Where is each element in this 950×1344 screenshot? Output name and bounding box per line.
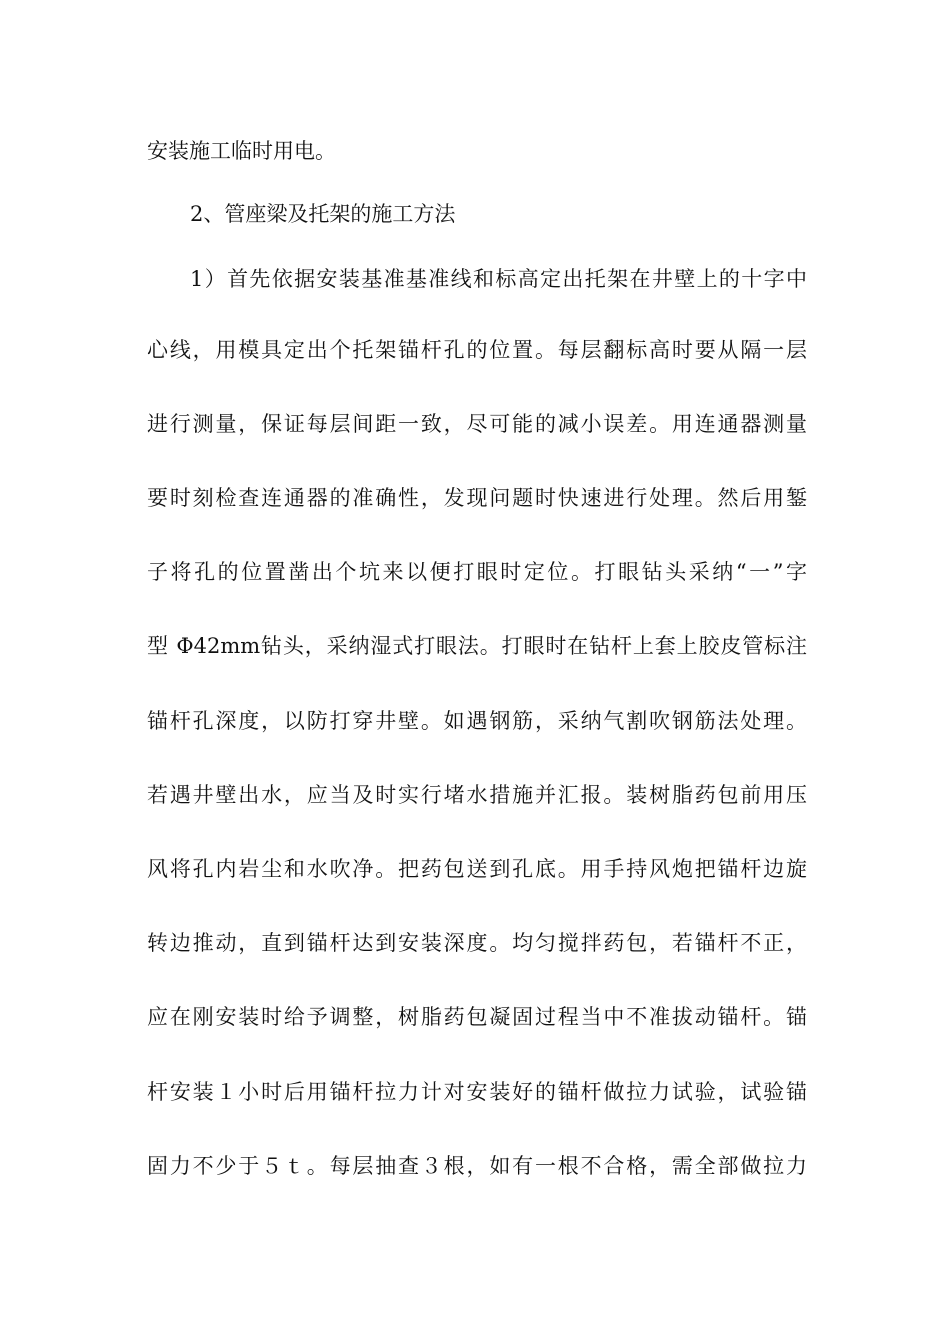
paragraph-line-5: 进行测量，保证每层间距一致，尽可能的减小误差。用连通器测量: [147, 412, 807, 436]
paragraph-line-4: 心线，用模具定出个托架锚杆孔的位置。每层翻标高时要从隔一层: [147, 338, 807, 362]
paragraph-line-8: 型 Φ42mm钻头，采纳湿式打眼法。打眼时在钻杆上套上胶皮管标注: [147, 634, 807, 658]
paragraph-line-13: 应在刚安装时给予调整，树脂药包凝固过程当中不准拔动锚杆。锚: [147, 1005, 807, 1029]
paragraph-line-12: 转边推动，直到锚杆达到安装深度。均匀搅拌药包，若锚杆不正，: [147, 931, 807, 955]
section-heading: 2、管座梁及托架的施工方法: [190, 202, 456, 226]
paragraph-line-10: 若遇井壁出水，应当及时实行堵水措施并汇报。装树脂药包前用压: [147, 783, 807, 807]
paragraph-line-6: 要时刻检查连通器的准确性，发现问题时快速进行处理。然后用錾: [147, 486, 807, 510]
paragraph-line-3: 1）首先依据安装基准基准线和标高定出托架在井壁上的十字中: [190, 267, 807, 291]
paragraph-line-15: 固力不少于５ｔ。每层抽查３根，如有一根不合格，需全部做拉力: [147, 1154, 807, 1178]
paragraph-line-7: 子将孔的位置凿出个坑来以便打眼时定位。打眼钻头采纳“一”字: [147, 560, 807, 584]
paragraph-line-1: 安装施工临时用电。: [147, 139, 336, 163]
paragraph-line-14: 杆安装１小时后用锚杆拉力计对安装好的锚杆做拉力试验，试验锚: [147, 1080, 807, 1104]
paragraph-line-9: 锚杆孔深度，以防打穿井壁。如遇钢筋，采纳气割吹钢筋法处理。: [147, 709, 807, 733]
paragraph-line-11: 风将孔内岩尘和水吹净。把药包送到孔底。用手持风炮把锚杆边旋: [147, 857, 807, 881]
